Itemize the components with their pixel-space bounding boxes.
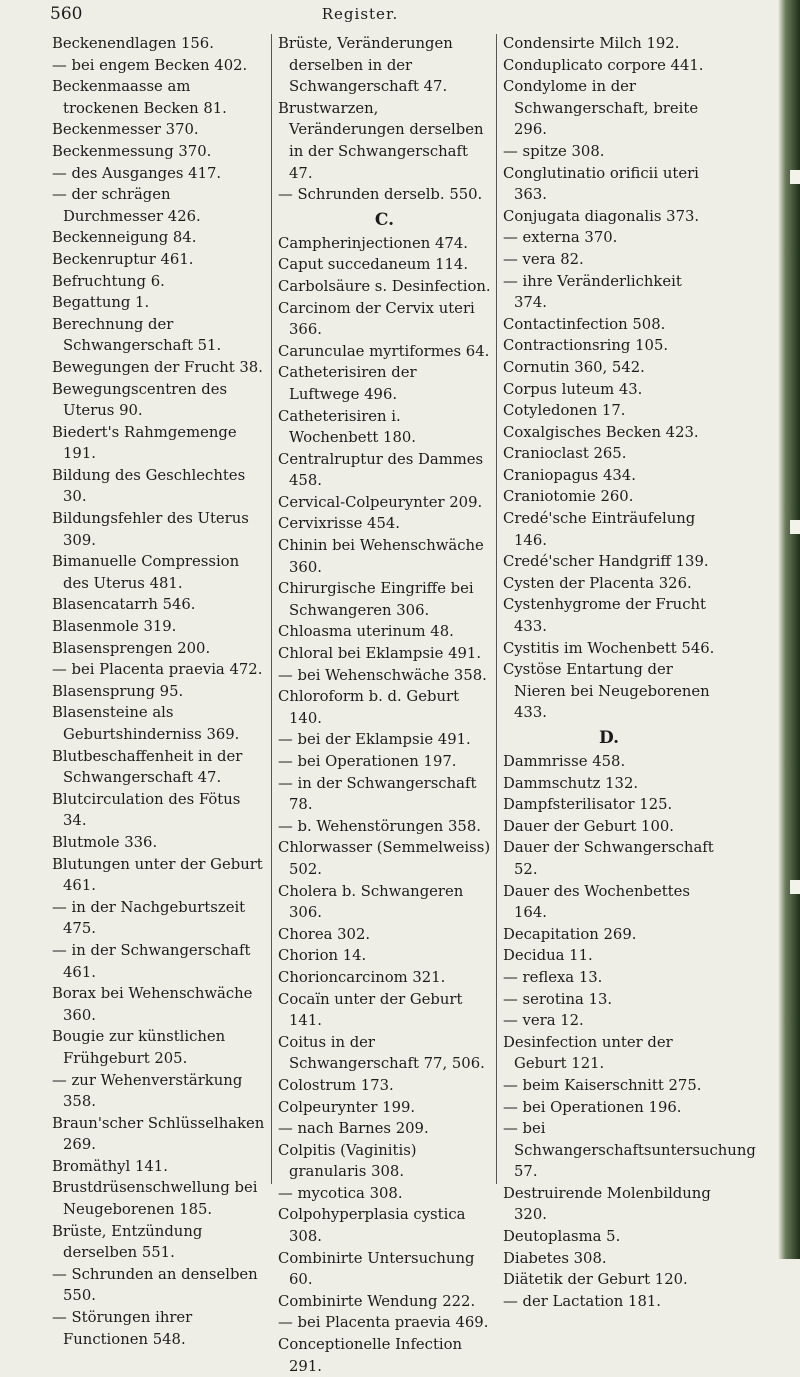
index-entry: Bromäthyl 141. [52,1157,168,1175]
index-entry: Condensirte Milch 192. [503,35,680,52]
index-entry: Blutbeschaffenheit in der Schwangerschaft 47. [52,747,243,787]
index-entry: — in der Schwangerschaft 78. [278,774,477,814]
edge-tab-marker [790,170,800,184]
index-entry: Coitus in der Schwangerschaft 77, 506. [278,1033,485,1073]
index-entry: — Schrunden an denselben 550. [52,1265,258,1305]
index-entry: Blutmole 336. [52,833,158,851]
index-entry: Chorea 302. [278,925,371,943]
index-entry: Bimanuelle Compression des Uterus 481. [52,553,240,592]
index-entry: Condylome in der Schwangerschaft, breite 296. [503,78,699,139]
index-entry: Catheterisiren der Luftwege 496. [278,364,417,403]
index-entry: Cornutin 360, 542. [503,358,645,376]
index-entry: — reflexa 13. [503,968,603,986]
index-entry: Dauer der Geburt 100. [503,817,675,835]
index-entry: — in der Schwangerschaft 461. [52,941,251,981]
index-entry: Biedert's Rahmgemenge 191. [52,423,237,463]
index-entry: Contractionsring 105. [503,337,669,355]
index-entry: Cysten der Placenta 326. [503,574,692,592]
index-entry: — bei der Eklampsie 491. [278,731,471,749]
index-entry: — nach Barnes 209. [278,1120,429,1138]
index-entry: — zur Wehenverstärkung 358. [52,1071,243,1111]
index-entry: Blutcirculation des Fötus 34. [52,790,241,830]
index-entry: Borax bei Wehenschwäche 360. [52,985,253,1024]
index-entry: — b. Wehenstörungen 358. [278,817,481,835]
index-entry: Cystitis im Wochenbett 546. [503,639,715,657]
index-entry: Carcinom der Cervix uteri 366. [278,299,475,339]
index-entry: Bewegungen der Frucht 38. [52,358,263,376]
index-entry: Carunculae myrtiformes 64. [278,342,490,360]
index-entry: — beim Kaiserschnitt 275. [503,1076,702,1094]
index-entry: Dampfsterilisator 125. [503,796,673,814]
index-entry: — ihre Veränderlichkeit 374. [503,272,682,312]
index-entry: Diätetik der Geburt 120. [503,1271,688,1289]
index-entry: Craniopagus 434. [503,466,636,484]
column-divider [496,34,497,1184]
index-entry: Coxalgisches Becken 423. [503,423,699,441]
index-entry: — bei Operationen 196. [503,1098,682,1116]
index-entry: Destruirende Molenbildung 320. [503,1184,711,1224]
index-entry: Cholera b. Schwangeren 306. [278,882,464,922]
index-entry: Beckenmesser 370. [52,121,199,139]
index-entry: Colpitis (Vaginitis) granularis 308. [278,1141,417,1181]
index-entry: Braun'scher Schlüsselhaken 269. [52,1114,265,1154]
index-entry: — bei Operationen 197. [278,753,457,770]
index-entry: Credé'scher Handgriff 139. [503,553,709,571]
index-entry: Catheterisiren i. Wochenbett 180. [278,407,416,447]
index-entry: Credé'sche Einträufelung 146. [503,510,696,549]
index-entry: Combinirte Wendung 222. [278,1292,476,1310]
index-entry: Craniotomie 260. [503,488,634,506]
index-entry: — Störungen ihrer Functionen 548. [52,1309,193,1348]
index-entry: — des Ausganges 417. [52,164,222,182]
index-entry: Brüste, Veränderungen derselben in der Schwangerschaft 47. [278,35,453,96]
page-edge-shadow [778,0,800,1259]
index-column-2 [278,33,491,1377]
index-entry: Brustwarzen, Veränderungen derselben in der Schwangerschaft 47. [278,99,484,182]
index-entry: Deutoplasma 5. [503,1228,621,1246]
index-entry: Caput succedaneum 114. [278,256,469,274]
index-entry: Blasensprengen 200. [52,639,211,657]
index-entry: Cotyledonen 17. [503,402,626,420]
index-entry: Chloroform b. d. Geburt 140. [278,688,460,727]
index-entry: Chlorwasser (Semmelweiss) 502. [278,839,491,878]
index-entry: Dauer des Wochenbettes 164. [503,882,690,922]
index-entry: Bildungsfehler des Uterus 309. [52,510,249,549]
index-entry: Contactinfection 508. [503,315,666,333]
index-entry: — in der Nachgeburtszeit 475. [52,898,246,938]
index-entry: — serotina 13. [503,990,613,1008]
index-entry: — bei Schwangerschaftsuntersuchung 57. [503,1120,756,1181]
index-entry: — mycotica 308. [278,1184,403,1202]
running-head-title: Register. [321,5,399,23]
index-entry: — bei Wehenschwäche 358. [278,666,487,684]
index-entry: Beckenneigung 84. [52,229,197,247]
index-entry: Brustdrüsenschwellung bei Neugeborenen 185. [52,1179,258,1219]
index-entry: Chorioncarcinom 321. [278,968,446,986]
index-entry: Conjugata diagonalis 373. [503,207,700,225]
index-entry: Beckenmessung 370. [52,142,212,160]
index-entry: Diabetes 308. [503,1249,607,1267]
index-column-1 [52,33,267,1350]
index-entry: Conglutinatio orificii uteri 363. [503,164,699,204]
index-entry: Cervical-Colpeurynter 209. [278,493,483,511]
index-entry: Desinfection unter der Geburt 121. [503,1033,673,1073]
index-entry: Bewegungscentren des Uterus 90. [52,380,228,420]
index-column-3 [503,33,756,1312]
index-entry: — vera 12. [503,1012,584,1030]
index-entry: Brüste, Entzündung derselben 551. [52,1222,203,1262]
index-entry: Centralruptur des Dammes 458. [278,450,484,490]
index-entry: Combinirte Untersuchung 60. [278,1249,475,1289]
index-entry: Cranioclast 265. [503,445,627,463]
index-entry: Berechnung der Schwangerschaft 51. [52,315,222,355]
index-entry: Carbolsäure s. Desinfection. [278,277,491,295]
index-entry: Chirurgische Eingriffe bei Schwangeren 306. [278,580,474,619]
section-letter: C. [374,209,395,230]
index-entry: Dammschutz 132. [503,774,639,792]
index-entry: Colpohyperplasia cystica 308. [278,1206,466,1246]
index-entry: Cocaïn unter der Geburt 141. [278,990,463,1030]
index-entry: Conceptionelle Infection 291. [278,1336,463,1375]
index-entry: — der schrägen Durchmesser 426. [52,186,201,225]
index-entry: — externa 370. [503,229,618,247]
column-divider [271,34,272,1184]
index-entry: — bei Placenta praevia 472. [52,661,263,679]
index-entry: Conduplicato corpore 441. [503,56,704,74]
index-entry: Blasensprung 95. [52,682,184,700]
index-entry: — spitze 308. [503,142,605,160]
index-entry: Beckenendlagen 156. [52,35,214,52]
index-entry: Blasensteine als Geburtshinderniss 369. [52,704,240,743]
index-entry: Beckenmaasse am trockenen Becken 81. [52,78,227,117]
index-entry: Blasencatarrh 546. [52,596,196,614]
index-entry: Dauer der Schwangerschaft 52. [503,839,714,878]
index-entry: Dammrisse 458. [503,753,626,770]
index-entry: — Schrunden derselb. 550. [278,186,483,204]
index-entry: Decapitation 269. [503,925,637,943]
index-entry: — bei Placenta praevia 469. [278,1314,489,1332]
index-entry: Chinin bei Wehenschwäche 360. [278,537,484,576]
index-entry: Chorion 14. [278,947,367,965]
index-entry: Chloasma uterinum 48. [278,623,454,641]
index-entry: Cystenhygrome der Frucht 433. [503,596,706,636]
section-letter: D. [598,728,620,748]
index-entry: Colpeurynter 199. [278,1098,416,1116]
index-entry: Bougie zur künstlichen Frühgeburt 205. [52,1028,226,1067]
index-entry: Colostrum 173. [278,1076,394,1094]
index-entry: Cervixrisse 454. [278,515,400,533]
index-entry: Chloral bei Eklampsie 491. [278,645,482,663]
index-entry: — vera 82. [503,250,584,268]
index-entry: Decidua 11. [503,947,593,965]
page-number: 560 [50,4,83,24]
edge-tab-marker [790,520,800,534]
index-entry: Campherinjectionen 474. [278,234,468,252]
index-entry: Beckenruptur 461. [52,250,194,268]
index-entry: Cystöse Entartung der Nieren bei Neugeborenen 433. [503,661,710,722]
index-entry: — bei engem Becken 402. [52,56,248,74]
index-entry: — der Lactation 181. [503,1292,661,1310]
index-entry: Corpus luteum 43. [503,380,643,398]
index-entry: Befruchtung 6. [52,272,165,290]
index-entry: Blutungen unter der Geburt 461. [52,855,263,895]
index-entry: Begattung 1. [52,294,150,312]
index-entry: Bildung des Geschlechtes 30. [52,466,246,506]
edge-tab-marker [790,880,800,894]
index-entry: Blasenmole 319. [52,618,177,636]
